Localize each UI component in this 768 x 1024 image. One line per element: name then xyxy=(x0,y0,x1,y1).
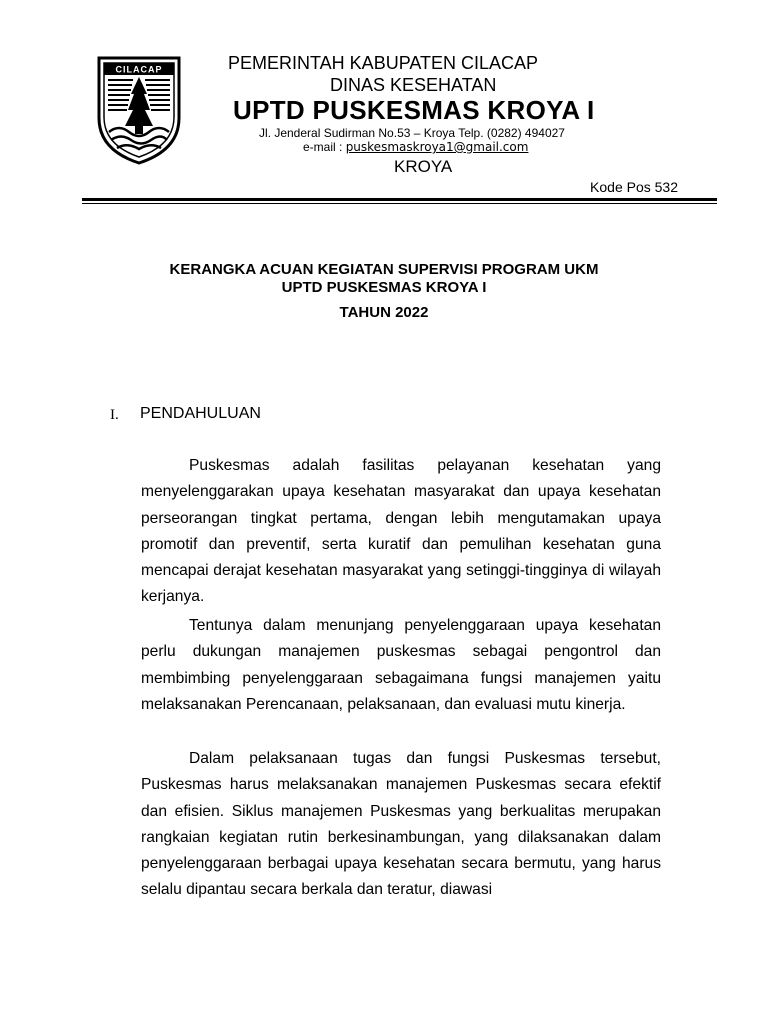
cilacap-coat-of-arms-logo xyxy=(95,54,183,166)
svg-text:CILACAP: CILACAP xyxy=(115,64,163,75)
paragraph-3 xyxy=(141,746,661,904)
government-name: PEMERINTAH KABUPATEN CILACAP xyxy=(228,53,539,73)
institution-address: Jl. Jenderal Sudirman No.53 – Kroya Telp. (0282) 494027 xyxy=(259,126,565,140)
email-link[interactable]: puskesmaskroya1@gmail.com xyxy=(345,140,529,154)
paragraph-1-text: Puskesmas adalah fasilitas pelayanan kesehatan yang menyelenggarakan upaya kesehatan masyarakat dan upaya kesehatan perseorangan tingkat pertama, dengan lebih mengutamakan upaya promotif dan preventif, serta kuratif dan pemulihan kesehatan guna mencapai derajat kesehatan masyarakat yang setinggi-tingginya di wilayah kerjanya. xyxy=(141,457,661,606)
document-year: TAHUN 2022 xyxy=(339,304,429,321)
paragraph-2 xyxy=(141,613,661,718)
document-title: KERANGKA ACUAN KEGIATAN SUPERVISI PROGRAM UKM xyxy=(169,261,599,278)
section-number: I. xyxy=(110,407,119,423)
email-label: e-mail : xyxy=(303,140,346,154)
paragraph-2-text: Tentunya dalam menunjang penyelenggaraan upaya kesehatan perlu dukungan manajemen puskesmas sebagai pengontrol dan membimbing penyelenggaraan sebagaimana fungsi manajemen yaitu melaksanakan Perencanaan, pelaksanaan, dan evaluasi mutu kinerja. xyxy=(141,617,661,713)
paragraph-1 xyxy=(141,453,661,611)
section-heading: PENDAHULUAN xyxy=(140,405,261,422)
postal-code: Kode Pos 532 xyxy=(590,179,678,195)
paragraph-3-text: Dalam pelaksanaan tugas dan fungsi Puskesmas tersebut, Puskesmas harus melaksanakan manajemen Puskesmas secara efektif dan efisien. Siklus manajemen Puskesmas yang berkualitas merupakan rangkaian kegiatan rutin berkesinambungan, yang dilaksanakan dalam penyelenggaraan berbagai upaya kesehatan secara bermutu, yang harus selalu dipantau secara berkala dan teratur, diawasi xyxy=(141,750,661,899)
email-line xyxy=(303,140,528,154)
city-name: KROYA xyxy=(394,157,453,176)
department-name: DINAS KESEHATAN xyxy=(330,75,497,95)
letterhead-divider-thin xyxy=(82,203,717,204)
document-subtitle: UPTD PUSKESMAS KROYA I xyxy=(281,279,487,296)
institution-name: UPTD PUSKESMAS KROYA I xyxy=(233,95,595,125)
letterhead-divider-thick xyxy=(82,198,717,201)
